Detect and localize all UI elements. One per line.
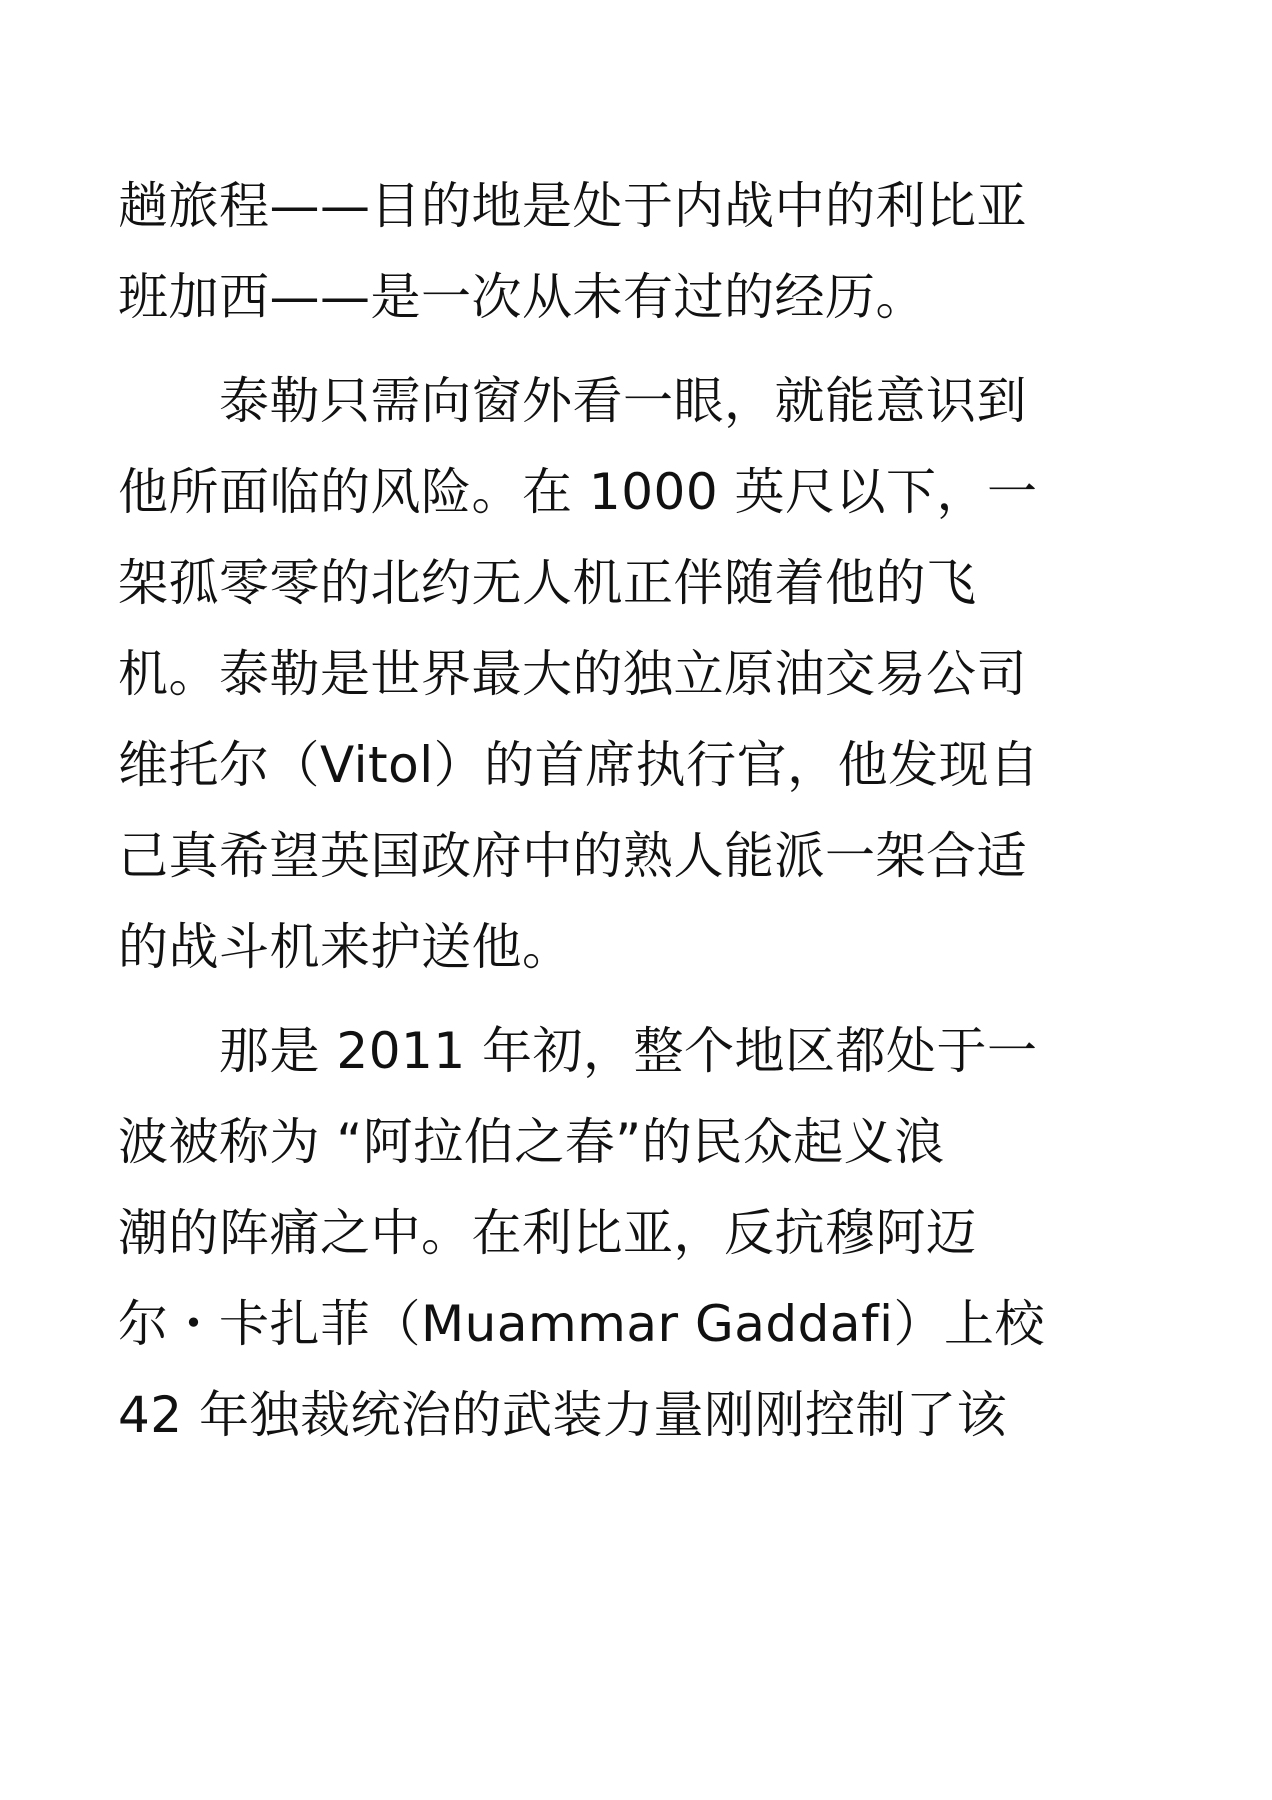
text-line: 己真希望英国政府中的熟人能派一架合适 xyxy=(118,827,1027,885)
text-line: 趟旅程——目的地是处于内战中的利比亚 xyxy=(118,177,1027,235)
paragraph xyxy=(118,356,1178,993)
text-line: 泰勒只需向窗外看一眼，就能意识到 xyxy=(118,372,1027,430)
paragraph xyxy=(118,1006,1178,1461)
paragraph xyxy=(118,161,1178,343)
text-line: 维托尔（Vitol）的首席执行官，他发现自 xyxy=(118,736,1040,794)
text-line: 班加西——是一次从未有过的经历。 xyxy=(118,268,926,326)
text-line: 机。泰勒是世界最大的独立原油交易公司 xyxy=(118,645,1027,703)
text-line: 42 年独裁统治的武装力量刚刚控制了该 xyxy=(118,1386,1008,1444)
text-line: 架孤零零的北约无人机正伴随着他的飞 xyxy=(118,554,977,612)
text-line: 尔・卡扎菲（Muammar Gaddafi）上校 xyxy=(118,1295,1045,1353)
text-line: 的战斗机来护送他。 xyxy=(118,918,573,976)
text-line: 他所面临的风险。在 1000 英尺以下，一 xyxy=(118,463,1038,521)
text-line: 波被称为 “阿拉伯之春”的民众起义浪 xyxy=(118,1113,945,1171)
text-line: 潮的阵痛之中。在利比亚，反抗穆阿迈 xyxy=(118,1204,977,1262)
body-text xyxy=(118,161,1178,1461)
text-line: 那是 2011 年初，整个地区都处于一 xyxy=(118,1022,1038,1080)
